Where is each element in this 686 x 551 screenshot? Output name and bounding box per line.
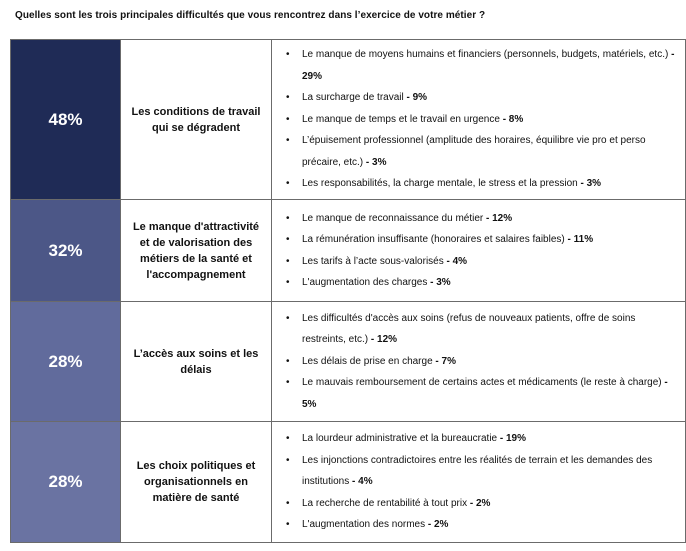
table-row xyxy=(11,40,686,200)
percent-cell: 28% xyxy=(11,302,121,422)
item-text: La rémunération insuffisante (honoraires et salaires faibles) xyxy=(302,234,565,245)
items-cell xyxy=(272,200,686,302)
percent-cell: 48% xyxy=(11,40,121,200)
item-text: Le manque de moyens humains et financiers (personnels, budgets, matériels, etc.) xyxy=(302,49,669,61)
list-item xyxy=(286,173,679,195)
item-text: L'augmentation des charges xyxy=(302,277,428,288)
table-row xyxy=(11,422,686,543)
difficulties-table xyxy=(10,39,686,543)
category-label: Les choix politiques et organisationnels en matière de santé xyxy=(121,422,272,543)
item-list xyxy=(286,308,679,416)
list-item xyxy=(286,229,679,251)
list-item xyxy=(286,251,679,273)
list-item xyxy=(286,44,679,87)
item-text: Les tarifs à l’acte sous-valorisés xyxy=(302,255,444,267)
item-text: Les délais de prise en charge xyxy=(302,355,433,367)
item-value: - 29% xyxy=(302,49,675,82)
item-value: - 3% xyxy=(430,277,451,288)
list-item xyxy=(286,428,679,450)
list-item xyxy=(286,87,679,109)
item-value: - 19% xyxy=(499,433,527,445)
item-text: La surcharge de travail xyxy=(302,92,404,104)
category-label: Les conditions de travail qui se dégradent xyxy=(121,40,272,200)
list-item xyxy=(286,450,679,493)
item-text: Le mauvais remboursement de certains actes et médicaments (le reste à charge) xyxy=(302,377,662,389)
item-value: - 4% xyxy=(352,476,373,488)
item-value: - 12% xyxy=(486,212,513,224)
item-value: - 3% xyxy=(365,156,387,168)
item-text: Les responsabilités, la charge mentale, le stress et la pression xyxy=(302,178,578,190)
item-value: - 8% xyxy=(502,113,524,125)
table-row xyxy=(11,200,686,302)
item-list xyxy=(286,428,679,536)
item-text: Le manque de temps et le travail en urgence xyxy=(302,113,500,125)
item-text: L'augmentation des normes xyxy=(302,519,426,531)
category-label: L’accès aux soins et les délais xyxy=(121,302,272,422)
item-value: - 7% xyxy=(435,355,456,367)
item-value: - 2% xyxy=(427,519,449,531)
item-value: - 11% xyxy=(567,234,594,245)
list-item xyxy=(286,493,679,515)
list-item xyxy=(286,308,679,351)
item-text: La lourdeur administrative et la bureaucratie xyxy=(302,433,498,445)
item-list xyxy=(286,44,679,195)
item-text: La recherche de rentabilité à tout prix xyxy=(302,497,468,509)
item-text: Le manque de reconnaissance du métier xyxy=(302,212,484,224)
items-cell xyxy=(272,40,686,200)
item-value: - 2% xyxy=(469,497,491,509)
list-item xyxy=(286,130,679,173)
survey-question: Quelles sont les trois principales difficultés que vous rencontrez dans l’exercice de votre métier ? xyxy=(15,10,486,21)
list-item xyxy=(286,208,679,230)
item-value: - 4% xyxy=(446,255,468,267)
list-item xyxy=(286,372,679,415)
item-value: - 9% xyxy=(406,92,428,104)
items-cell xyxy=(272,422,686,543)
item-value: - 12% xyxy=(370,334,398,346)
item-text: L’épuisement professionnel (amplitude des horaires, équilibre vie pro et perso précaire, etc.) xyxy=(302,135,646,168)
item-value: - 3% xyxy=(580,178,602,190)
percent-cell: 28% xyxy=(11,422,121,543)
list-item xyxy=(286,514,679,536)
percent-cell: 32% xyxy=(11,200,121,302)
list-item xyxy=(286,272,679,294)
category-label: Le manque d'attractivité et de valorisation des métiers de la santé et l'accompagnement xyxy=(121,200,272,302)
item-text: Les injonctions contradictoires entre les réalités de terrain et les demandes des institutions xyxy=(302,454,653,488)
item-value: - 5% xyxy=(302,377,668,410)
item-list xyxy=(286,208,679,294)
list-item xyxy=(286,351,679,373)
item-text: Les difficultés d'accès aux soins (refus de nouveaux patients, offre de soins restreints, etc.) xyxy=(302,312,636,346)
items-cell xyxy=(272,302,686,422)
table-row xyxy=(11,302,686,422)
list-item xyxy=(286,109,679,131)
